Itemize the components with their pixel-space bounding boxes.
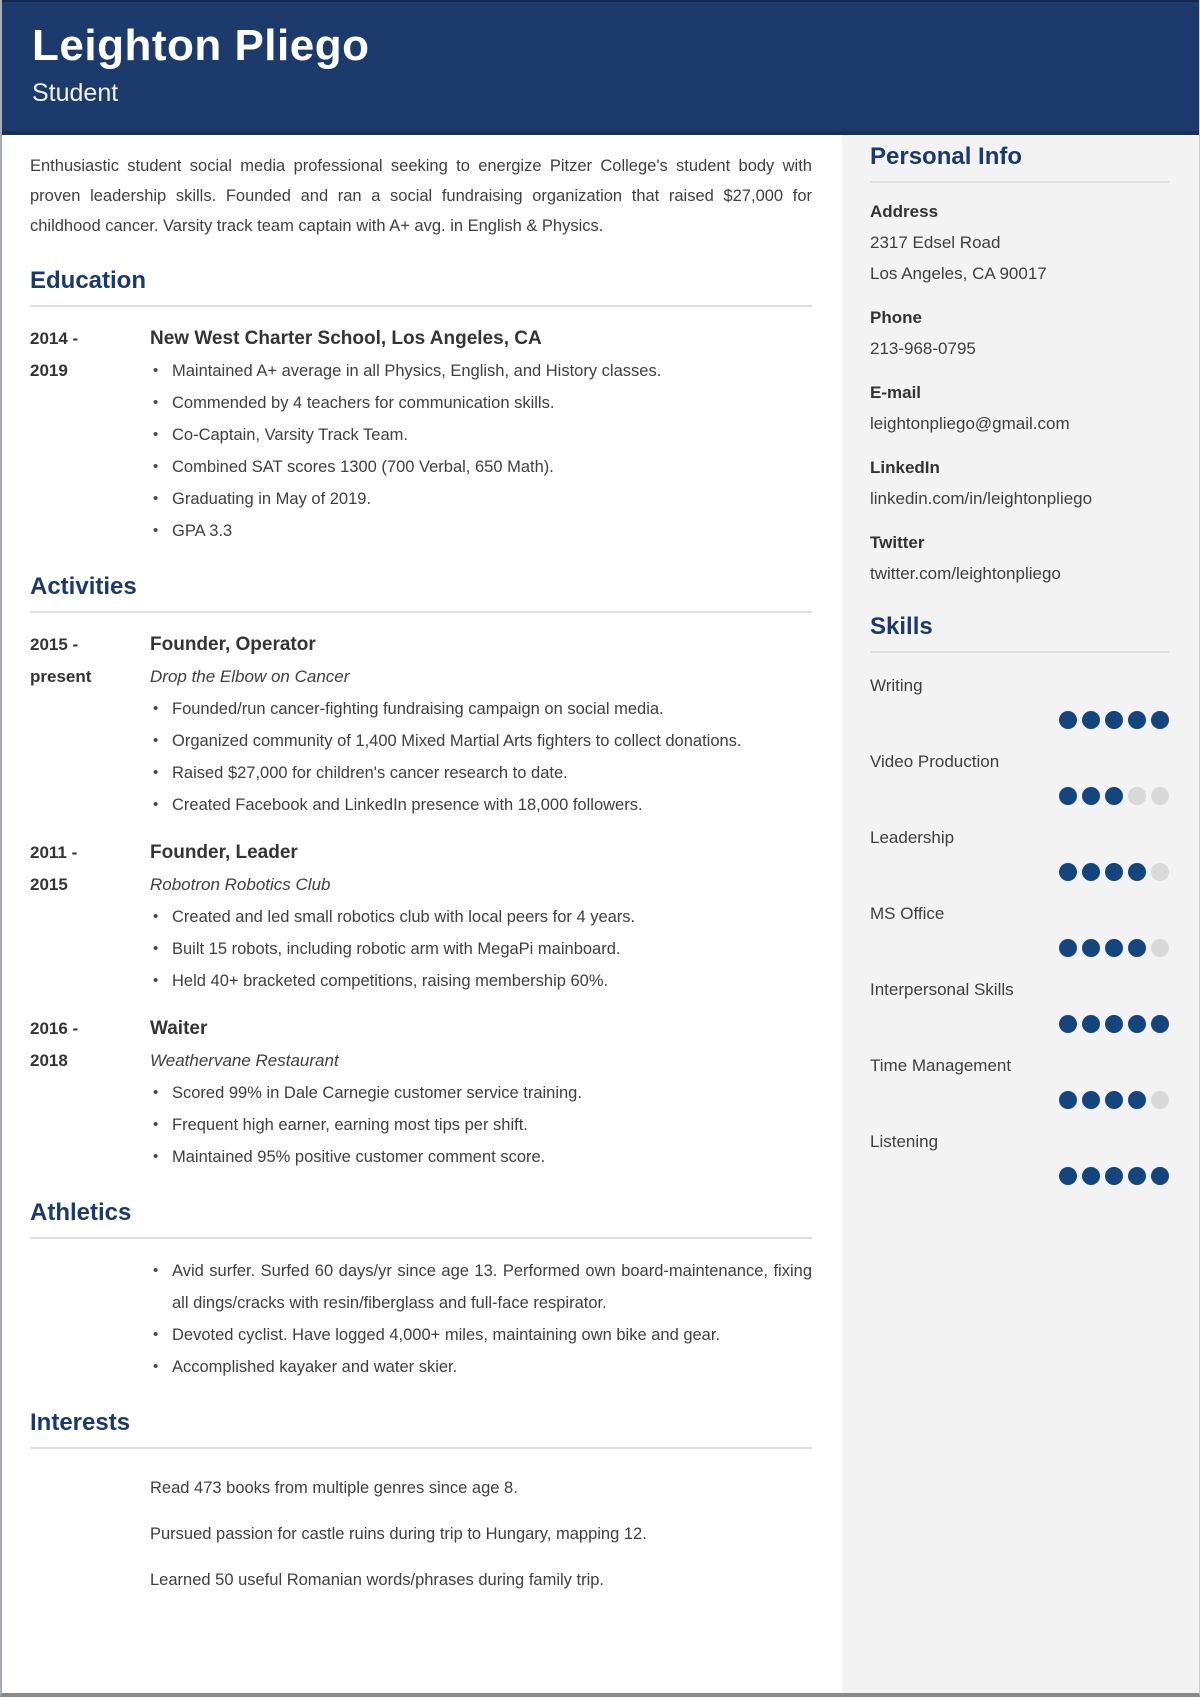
bullet-marker: •: [153, 458, 159, 475]
bullet-text: Built 15 robots, including robotic arm with MegaPi mainboard.: [172, 940, 621, 958]
contact-field-values: [870, 227, 1169, 289]
personal-info-heading: Personal Info: [870, 143, 1169, 183]
skill-dot-filled: [1128, 939, 1146, 957]
bullet-text: Created and led small robotics club with local peers for 4 years.: [172, 908, 636, 926]
activity-entry: [30, 629, 812, 821]
section-activities: [30, 573, 812, 1173]
entry-date-start: 2014 -: [30, 329, 79, 348]
bullet-item: [150, 1077, 812, 1109]
skill-dot-filled: [1105, 711, 1123, 729]
skill-dot-filled: [1082, 787, 1100, 805]
skill-dot-filled: [1105, 1167, 1123, 1185]
entry-title: Founder, Leader: [150, 842, 298, 863]
skill-dot-filled: [1128, 1015, 1146, 1033]
bullet-item: [150, 757, 812, 789]
skill-rating: [870, 939, 1169, 957]
skill-dot-empty: [1128, 787, 1146, 805]
athletics-heading: Athletics: [30, 1199, 812, 1239]
candidate-job-title: Student: [32, 79, 119, 107]
activities-heading: Activities: [30, 573, 812, 613]
bullet-text: Organized community of 1,400 Mixed Martial Arts fighters to collect donations.: [172, 732, 742, 750]
skill-dot-filled: [1105, 1091, 1123, 1109]
skill-dot-filled: [1082, 711, 1100, 729]
skill-rating: [870, 787, 1169, 805]
bullet-item: [150, 355, 812, 387]
bullet-item: [150, 387, 812, 419]
skill-name: Writing: [870, 676, 923, 695]
skill-dot-filled: [1059, 711, 1077, 729]
skill-row: [870, 899, 1169, 957]
contact-field-value: linkedin.com/in/leightonpliego: [870, 489, 1093, 508]
bullet-marker: •: [153, 490, 159, 507]
section-athletics: [30, 1199, 812, 1383]
skill-dot-filled: [1128, 711, 1146, 729]
interests-entry: [30, 1465, 812, 1595]
skill-dot-filled: [1059, 1091, 1077, 1109]
contact-field-values: [870, 483, 1169, 514]
skill-dot-filled: [1082, 939, 1100, 957]
bullet-item: [150, 725, 812, 757]
candidate-name: Leighton Pliego: [32, 21, 370, 70]
entry-date-range: [30, 1013, 150, 1173]
contact-field-label: Address: [870, 202, 939, 221]
contact-field: [870, 303, 1169, 364]
bullet-marker: •: [153, 796, 159, 813]
bullet-text: Founded/run cancer-fighting fundraising campaign on social media.: [172, 700, 664, 718]
entry-bullet-list: [150, 355, 812, 547]
contact-field-values: [870, 408, 1169, 439]
skill-dot-filled: [1105, 787, 1123, 805]
bullet-item: [150, 1255, 812, 1319]
bullet-marker: •: [153, 1262, 159, 1279]
skill-dot-filled: [1151, 1167, 1169, 1185]
skill-dot-filled: [1128, 863, 1146, 881]
entry-date-start: 2015 -: [30, 635, 79, 654]
bullet-text: Created Facebook and LinkedIn presence with 18,000 followers.: [172, 796, 643, 814]
contact-field-value: Los Angeles, CA 90017: [870, 264, 1047, 283]
entry-organization: Weathervane Restaurant: [150, 1051, 339, 1070]
bullet-item: [150, 789, 812, 821]
skill-dot-filled: [1105, 939, 1123, 957]
entry-date-end: 2019: [30, 361, 68, 380]
entry-organization: Drop the Elbow on Cancer: [150, 667, 350, 686]
skill-rating: [870, 711, 1169, 729]
education-entry: [30, 323, 812, 547]
activity-entry: [30, 1013, 812, 1173]
interest-item: Read 473 books from multiple genres since age 8.: [150, 1479, 518, 1497]
bullet-item: [150, 515, 812, 547]
entry-title: Founder, Operator: [150, 634, 316, 655]
sidebar: [842, 135, 1199, 1693]
contact-field-label: LinkedIn: [870, 458, 940, 477]
bullet-item: [150, 483, 812, 515]
bullet-marker: •: [153, 426, 159, 443]
skill-dot-filled: [1059, 863, 1077, 881]
skill-rating: [870, 1015, 1169, 1033]
bullet-text: Combined SAT scores 1300 (700 Verbal, 650 Math).: [172, 458, 554, 476]
skill-dot-empty: [1151, 1091, 1169, 1109]
bullet-text: Frequent high earner, earning most tips per shift.: [172, 1116, 528, 1134]
skill-dot-filled: [1105, 863, 1123, 881]
bullet-text: Graduating in May of 2019.: [172, 490, 372, 508]
entry-bullet-list: [150, 1077, 812, 1173]
skill-dot-filled: [1059, 1167, 1077, 1185]
skill-name: Leadership: [870, 828, 955, 847]
bullet-text: GPA 3.3: [172, 522, 233, 540]
entry-date-end: 2015: [30, 875, 68, 894]
interest-item: Learned 50 useful Romanian words/phrases during family trip.: [150, 1571, 604, 1589]
bullet-item: [150, 1319, 812, 1351]
skill-dot-filled: [1082, 1167, 1100, 1185]
entry-date-end: present: [30, 667, 92, 686]
skill-row: [870, 1127, 1169, 1185]
skill-dot-filled: [1151, 711, 1169, 729]
entry-date-end: 2018: [30, 1051, 68, 1070]
bullet-marker: •: [153, 1116, 159, 1133]
athletics-entry: [30, 1255, 812, 1383]
bullet-text: Co-Captain, Varsity Track Team.: [172, 426, 408, 444]
entry-bullet-list: [150, 693, 812, 821]
entry-content: [150, 1255, 812, 1383]
skill-dot-filled: [1128, 1091, 1146, 1109]
contact-field-value: 2317 Edsel Road: [870, 233, 1001, 252]
contact-field: [870, 453, 1169, 514]
skill-dot-filled: [1059, 939, 1077, 957]
entry-date-start: 2011 -: [30, 843, 78, 862]
entry-content: [150, 1013, 812, 1173]
skills-list: [870, 671, 1169, 1185]
bullet-marker: •: [153, 394, 159, 411]
bullet-item: [150, 965, 812, 997]
entry-date-range-empty: [30, 1465, 150, 1595]
resume-body: [2, 135, 1199, 1693]
bullet-item: [150, 451, 812, 483]
bullet-item: [150, 419, 812, 451]
skill-dot-filled: [1082, 1091, 1100, 1109]
resume-header: [2, 0, 1199, 135]
interests-lines: [150, 1465, 812, 1595]
summary-paragraph: Enthusiastic student social media professional seeking to energize Pitzer College's student body with proven leadership skills. Founded and ran a social fundraising organization that raised $27,000 for childhood cancer. Varsity track team captain with A+ avg. in English & Physics.: [30, 157, 812, 235]
bullet-text: Maintained A+ average in all Physics, English, and History classes.: [172, 362, 662, 380]
skill-dot-filled: [1082, 863, 1100, 881]
bullet-item: [150, 933, 812, 965]
skill-dot-filled: [1128, 1167, 1146, 1185]
bullet-marker: •: [153, 362, 159, 379]
entry-content: [150, 837, 812, 997]
contact-field-values: [870, 333, 1169, 364]
bullet-text: Scored 99% in Dale Carnegie customer service training.: [172, 1084, 582, 1102]
entry-date-range: [30, 323, 150, 547]
skill-dot-filled: [1059, 787, 1077, 805]
contact-field: [870, 197, 1169, 289]
bullet-marker: •: [153, 732, 159, 749]
activities-entries: [30, 629, 812, 1173]
bullet-text: Raised $27,000 for children's cancer research to date.: [172, 764, 568, 782]
bullet-text: Devoted cyclist. Have logged 4,000+ miles, maintaining own bike and gear.: [172, 1326, 721, 1344]
skill-name: Time Management: [870, 1056, 1012, 1075]
entry-title: Waiter: [150, 1018, 208, 1039]
bullet-marker: •: [153, 972, 159, 989]
bullet-text: Maintained 95% positive customer comment score.: [172, 1148, 546, 1166]
contact-field-label: Twitter: [870, 533, 925, 552]
education-entries: [30, 323, 812, 547]
bullet-marker: •: [153, 940, 159, 957]
contact-field-value: leightonpliego@gmail.com: [870, 414, 1070, 433]
skill-dot-empty: [1151, 787, 1169, 805]
bullet-text: Held 40+ bracketed competitions, raising membership 60%.: [172, 972, 609, 990]
skill-rating: [870, 1167, 1169, 1185]
entry-bullet-list: [150, 901, 812, 997]
skill-name: Interpersonal Skills: [870, 980, 1014, 999]
skill-dot-empty: [1151, 939, 1169, 957]
skill-dot-filled: [1082, 1015, 1100, 1033]
skill-dot-filled: [1151, 1015, 1169, 1033]
contact-field: [870, 528, 1169, 589]
skill-name: Listening: [870, 1132, 939, 1151]
bullet-text: Commended by 4 teachers for communication skills.: [172, 394, 555, 412]
bullet-item: [150, 1141, 812, 1173]
bullet-item: [150, 1351, 812, 1383]
skill-dot-empty: [1151, 863, 1169, 881]
bullet-marker: •: [153, 1084, 159, 1101]
section-interests: [30, 1409, 812, 1595]
skill-rating: [870, 1091, 1169, 1109]
skill-row: [870, 1051, 1169, 1109]
skill-row: [870, 747, 1169, 805]
entry-date-start: 2016 -: [30, 1019, 79, 1038]
bullet-text: Avid surfer. Surfed 60 days/yr since age 13. Performed own board-maintenance, fixing all dings/cracks with resin/fiberglass and full-face respirator.: [172, 1262, 812, 1312]
entry-content: [150, 629, 812, 821]
skill-dot-filled: [1105, 1015, 1123, 1033]
bullet-item: [150, 901, 812, 933]
skill-row: [870, 975, 1169, 1033]
entry-date-range-empty: [30, 1255, 150, 1383]
bullet-marker: •: [153, 1148, 159, 1165]
entry-date-range: [30, 837, 150, 997]
bullet-marker: •: [153, 1326, 159, 1343]
bullet-text: Accomplished kayaker and water skier.: [172, 1358, 458, 1376]
bullet-marker: •: [153, 522, 159, 539]
bullet-item: [150, 1109, 812, 1141]
contact-field-value: twitter.com/leightonpliego: [870, 564, 1061, 583]
entry-date-range: [30, 629, 150, 821]
skill-name: Video Production: [870, 752, 1000, 771]
education-heading: Education: [30, 267, 812, 307]
contact-field-label: E-mail: [870, 383, 922, 402]
bullet-marker: •: [153, 908, 159, 925]
skill-name: MS Office: [870, 904, 945, 923]
interests-heading: Interests: [30, 1409, 812, 1449]
bullet-marker: •: [153, 764, 159, 781]
athletics-bullet-list: [150, 1255, 812, 1383]
contact-field-label: Phone: [870, 308, 922, 327]
skill-rating: [870, 863, 1169, 881]
skill-row: [870, 671, 1169, 729]
bullet-item: [150, 693, 812, 725]
skill-row: [870, 823, 1169, 881]
bullet-marker: •: [153, 700, 159, 717]
interest-item: Pursued passion for castle ruins during trip to Hungary, mapping 12.: [150, 1525, 647, 1543]
bullet-marker: •: [153, 1358, 159, 1375]
contact-field: [870, 378, 1169, 439]
contact-field-value: 213-968-0795: [870, 339, 976, 358]
skills-heading: Skills: [870, 613, 1169, 653]
entry-title: New West Charter School, Los Angeles, CA: [150, 328, 542, 349]
main-column: [30, 135, 812, 1693]
entry-content: [150, 323, 812, 547]
personal-info-fields: [870, 197, 1169, 589]
activity-entry: [30, 837, 812, 997]
section-education: [30, 267, 812, 547]
contact-field-values: [870, 558, 1169, 589]
skill-dot-filled: [1059, 1015, 1077, 1033]
entry-organization: Robotron Robotics Club: [150, 875, 331, 894]
